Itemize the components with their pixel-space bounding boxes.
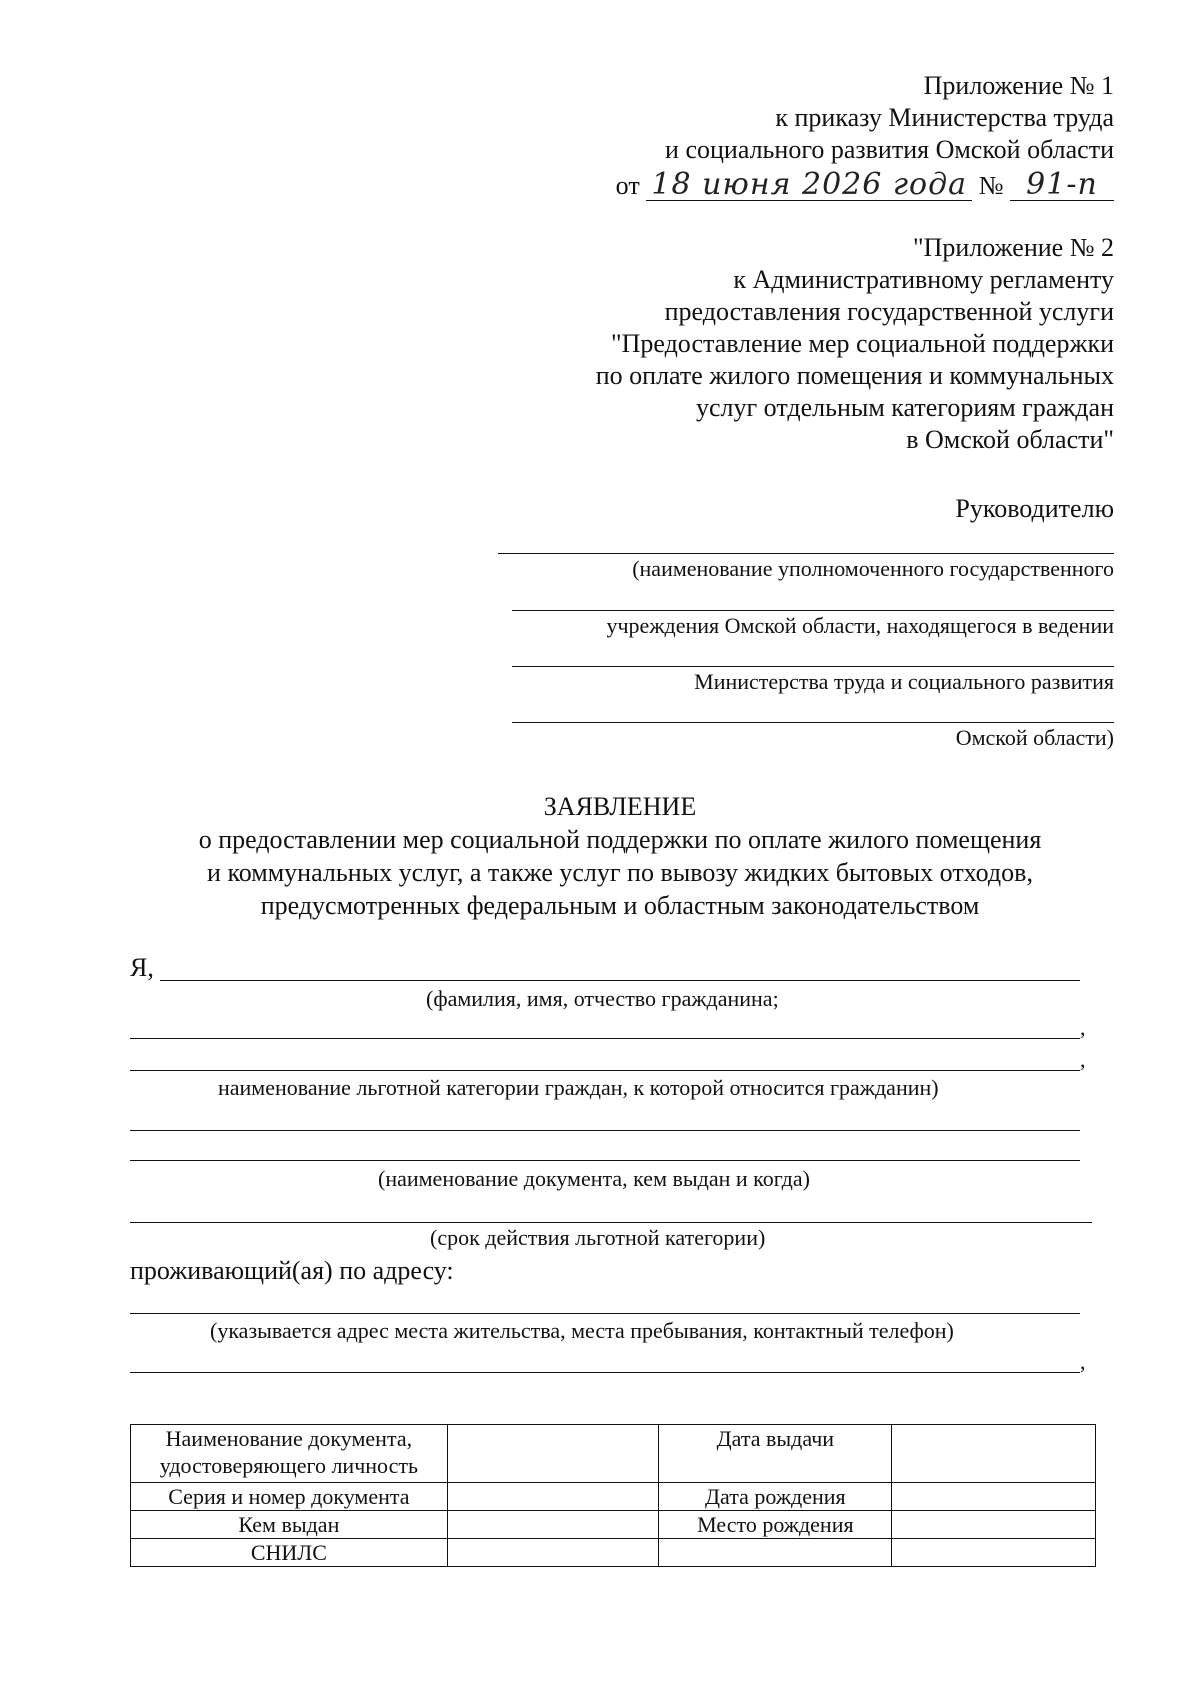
annex2-line: предоставления государственной услуги [664, 297, 1114, 326]
addressee-line-3[interactable] [512, 666, 1114, 667]
table-cell-value[interactable] [447, 1425, 659, 1483]
identity-document-table [130, 1424, 1096, 1567]
annex2-line: по оплате жилого помещения и коммунальных [595, 361, 1114, 390]
table-cell-label: Дата рождения [659, 1483, 892, 1511]
addressee-caption-1: (наименование уполномоченного государственного [632, 556, 1114, 581]
annex2-block [596, 232, 1114, 456]
annex2-line: услуг отдельным категориям граждан [696, 393, 1114, 422]
annex-block [616, 70, 1114, 202]
table-cell-label: Место рождения [659, 1511, 892, 1539]
number-prefix: № [978, 171, 1004, 200]
table-cell-value[interactable] [892, 1425, 1096, 1483]
annex-line-1: Приложение № 1 [923, 71, 1114, 100]
table-cell-label: Кем выдан [131, 1511, 448, 1539]
comma: , [1080, 1349, 1086, 1374]
ya-label: Я, [130, 953, 154, 982]
annex-line-2: к приказу Министерства труда [775, 103, 1114, 132]
annex2-line: к Административному регламенту [733, 265, 1114, 294]
addressee-line-4[interactable] [512, 722, 1114, 723]
table-cell-value[interactable] [659, 1539, 892, 1567]
statement-subtitle-1: о предоставлении мер социальной поддержки по оплате жилого помещения [198, 825, 1042, 854]
table-cell-label: СНИЛС [131, 1539, 448, 1567]
table-cell-value[interactable] [892, 1483, 1096, 1511]
fio-caption: (фамилия, имя, отчество гражданина; [426, 986, 779, 1011]
table-row [131, 1483, 1096, 1511]
statement-title: ЗАЯВЛЕНИЕ [543, 792, 697, 821]
statement-subtitle-2: и коммунальных услуг, а также услуг по вывозу жидких бытовых отходов, [207, 858, 1033, 887]
annex2-line: "Приложение № 2 [913, 233, 1114, 262]
addressee-caption-4: Омской области) [955, 725, 1114, 750]
document-line-1[interactable] [130, 1130, 1080, 1131]
annex-line-3: и социального развития Омской области [665, 135, 1114, 164]
table-cell-value[interactable] [447, 1511, 659, 1539]
table-row [131, 1539, 1096, 1567]
table-cell-value[interactable] [447, 1539, 659, 1567]
table-row [131, 1511, 1096, 1539]
table-cell-label: Серия и номер документа [131, 1483, 448, 1511]
address-line-1[interactable] [130, 1313, 1080, 1314]
table-cell-value[interactable] [447, 1483, 659, 1511]
document-line-2[interactable] [130, 1160, 1080, 1161]
handwritten-number: 91-п [1010, 170, 1114, 201]
addressee-line-2[interactable] [512, 610, 1114, 611]
fio-line[interactable] [160, 980, 1080, 981]
term-caption: (срок действия льготной категории) [430, 1225, 766, 1250]
table-cell-label: Дата выдачи [659, 1425, 892, 1483]
category-caption: наименование льготной категории граждан, к которой относится гражданин) [218, 1075, 939, 1100]
addressee-line-1[interactable] [498, 553, 1114, 554]
addressee-caption-2: учреждения Омской области, находящегося в ведении [606, 613, 1114, 638]
annex2-line: "Предоставление мер социальной поддержки [610, 329, 1114, 358]
address-line-2[interactable] [130, 1372, 1080, 1373]
term-line[interactable] [130, 1222, 1092, 1223]
residing-label: проживающий(ая) по адресу: [130, 1256, 454, 1285]
comma: , [1080, 1015, 1086, 1040]
table-cell-label: Наименование документа, удостоверяющего личность [131, 1425, 448, 1483]
addressee-caption-3: Министерства труда и социального развития [694, 669, 1114, 694]
addressee-title: Руководителю [955, 494, 1114, 523]
category-line-2[interactable] [130, 1070, 1080, 1071]
annex-date-line [615, 167, 1114, 202]
category-line-1[interactable] [130, 1038, 1080, 1039]
table-cell-value[interactable] [892, 1511, 1096, 1539]
address-caption: (указывается адрес места жительства, места пребывания, контактный телефон) [210, 1318, 954, 1343]
annex2-line: в Омской области" [906, 425, 1114, 454]
date-prefix: от [615, 171, 640, 200]
table-row [131, 1425, 1096, 1483]
handwritten-date: 18 июня 2026 года [646, 170, 972, 201]
statement-subtitle-3: предусмотренных федеральным и областным законодательством [260, 891, 980, 920]
table-cell-value[interactable] [892, 1539, 1096, 1567]
document-caption: (наименование документа, кем выдан и когда) [378, 1166, 810, 1191]
comma: , [1080, 1047, 1086, 1072]
